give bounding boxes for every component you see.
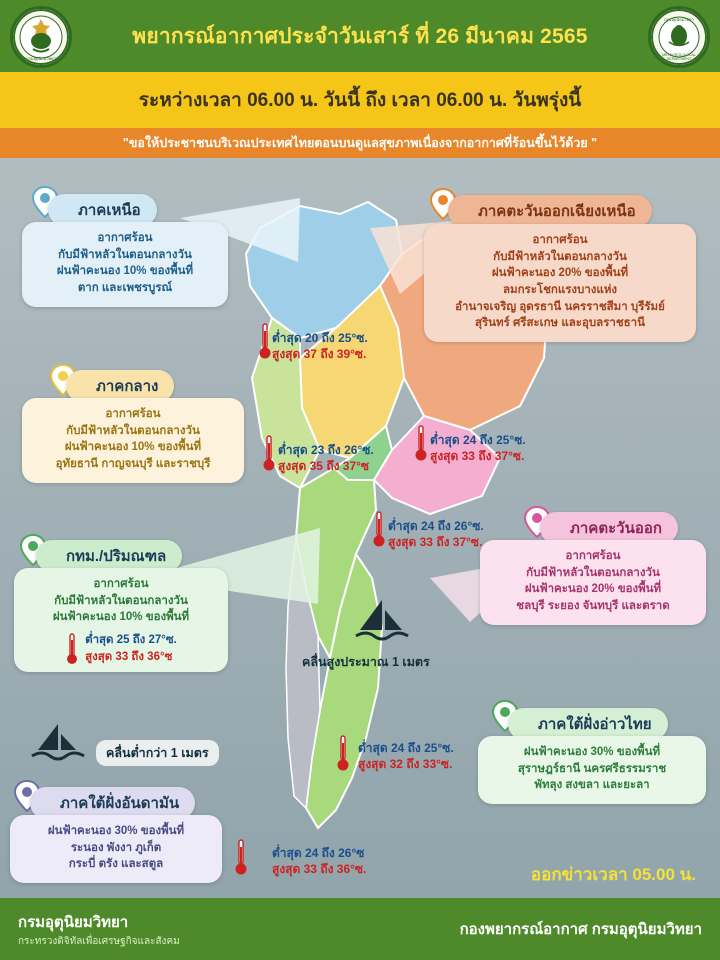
bkk-temp-max: สูงสุด 33 ถึง 36°ซ <box>85 651 173 664</box>
ne-line-3: ฝนฟ้าคะนอง 20% ของพื้นที่ <box>491 267 629 280</box>
region-card-central[interactable] <box>22 398 244 483</box>
andaman-wave-label: คลื่นต่ำกว่า 1 เมตร <box>96 740 219 766</box>
sailboat-icon-andaman <box>28 718 88 770</box>
temp-east-min: ต่ำสุด 24 ถึง 26°ซ. <box>388 519 484 533</box>
bkk-line-3: ฝนฟ้าคะนอง 10% ของพื้นที่ <box>52 611 190 624</box>
temp-southand-max: สูงสุด 33 ถึง 36°ซ. <box>272 862 367 877</box>
temp-north-max: สูงสุด 37 ถึง 39°ซ. <box>272 347 367 362</box>
ne-line-4: ลมกระโชกแรงบางแห่ง <box>502 284 618 297</box>
ne-line-5: อำนาจเจริญ อุดรธานี นครราชสีมา บุรีรัมย์ <box>455 300 665 313</box>
thermometer-icon-south-gulf <box>336 734 350 774</box>
ne-line-6: สุรินทร์ ศรีสะเกษ และอุบลราชธานี <box>474 317 646 330</box>
gulf-wave-label: คลื่นสูงประมาณ 1 เมตร <box>302 655 430 669</box>
page-title: พยากรณ์อากาศประจำวันเสาร์ ที่ 26 มีนาคม 2565 <box>132 24 588 48</box>
southand-line-2: ระนอง พังงา ภูเก็ต <box>70 841 162 854</box>
temp-north-min: ต่ำสุด 20 ถึง 25°ซ. <box>272 331 368 345</box>
temp-central-max: สูงสุด 35 ถึง 37°ซ <box>278 459 370 474</box>
ne-line-2: กับมีฟ้าหลัวในตอนกลางวัน <box>493 250 627 263</box>
bkk-temp-min: ต่ำสุด 25 ถึง 27°ซ. <box>85 634 177 647</box>
region-title-south-gulf[interactable]: ภาคใต้ฝั่งอ่าวไทย <box>508 708 668 740</box>
southand-line-1: ฝนฟ้าคะนอง 30% ของพื้นที่ <box>47 825 185 837</box>
svg-text:METEOROLOGICAL: METEOROLOGICAL <box>662 53 696 57</box>
thermometer-icon-south-andaman <box>234 838 248 878</box>
tmd-seal-icon <box>13 9 69 65</box>
footer-department: กรมอุตุนิยมวิทยา <box>18 913 129 931</box>
header-bar <box>0 0 720 72</box>
map-region-east <box>374 416 500 514</box>
north-line-3: ฝนฟ้าคะนอง 10% ของพื้นที่ <box>56 265 194 278</box>
east-line-1: อากาศร้อน <box>565 550 621 562</box>
region-card-south-andaman[interactable] <box>10 815 222 883</box>
temp-ne-min: ต่ำสุด 24 ถึง 25°ซ. <box>430 433 526 447</box>
region-title-northeast[interactable]: ภาคตะวันออกเฉียงเหนือ <box>448 195 652 227</box>
central-line-3: ฝนฟ้าคะนอง 10% ของพื้นที่ <box>64 441 202 454</box>
header-time-band <box>0 72 720 128</box>
forecast-period: ระหว่างเวลา 06.00 น. วันนี้ ถึง เวลา 06.00 น. วันพรุ่งนี้ <box>138 90 582 111</box>
temp-central-min: ต่ำสุด 23 ถึง 26°ซ. <box>278 443 374 457</box>
temp-southand-min: ต่ำสุด 24 ถึง 26°ซ <box>272 846 365 860</box>
footer-bar <box>0 898 720 960</box>
advisory-text: "ขอให้ประชาชนบริเวณประเทศไทยตอนบนดูแลสุขภาพเนื่องจากอากาศที่ร้อนขึ้นไว้ด้วย " <box>122 136 598 150</box>
region-card-north[interactable] <box>22 222 228 307</box>
southgulf-line-2: สุราษฎร์ธานี นครศรีธรรมราช <box>517 762 667 775</box>
southand-line-3: กระบี่ ตรัง และสตูล <box>68 858 164 871</box>
temp-group-south-andaman <box>272 845 366 877</box>
temp-group-north <box>272 330 368 362</box>
release-time: ออกข่าวเวลา 05.00 น. <box>530 865 696 884</box>
temp-southgulf-max: สูงสุด 32 ถึง 33°ซ. <box>358 757 453 772</box>
bkk-line-2: กับมีฟ้าหลัวในตอนกลางวัน <box>54 594 188 607</box>
region-title-north[interactable]: ภาคเหนือ <box>48 194 157 226</box>
svg-text:กรมอุตุนิยมวิทยา: กรมอุตุนิยมวิทยา <box>26 56 56 61</box>
central-line-2: กับมีฟ้าหลัวในตอนกลางวัน <box>66 424 200 437</box>
region-card-northeast[interactable] <box>424 224 696 342</box>
tmd-seal-logo <box>10 6 72 68</box>
tmd-department-logo <box>648 6 710 68</box>
central-line-1: อากาศร้อน <box>105 408 161 420</box>
ne-line-1: อากาศร้อน <box>532 234 588 246</box>
temp-group-south-gulf <box>358 740 454 772</box>
region-title-bkk[interactable]: กทม./ปริมณฑล <box>36 540 182 572</box>
temp-group-east <box>388 518 484 550</box>
thermometer-icon-east <box>372 510 386 550</box>
region-card-south-gulf[interactable] <box>478 736 706 804</box>
east-line-4: ชลบุรี ระยอง จันทบุรี และตราด <box>516 600 670 613</box>
region-title-central[interactable]: ภาคกลาง <box>66 370 174 402</box>
central-line-4: อุทัยธานี กาญจนบุรี และราชบุรี <box>55 458 211 471</box>
east-line-3: ฝนฟ้าคะนอง 20% ของพื้นที่ <box>524 583 662 596</box>
southgulf-line-1: ฝนฟ้าคะนอง 30% ของพื้นที่ <box>523 746 661 758</box>
svg-text:DEPARTMENT: DEPARTMENT <box>666 57 692 61</box>
footer-division: กองพยากรณ์อากาศ กรมอุตุนิยมวิทยา <box>459 921 702 938</box>
region-card-bkk[interactable] <box>14 568 228 672</box>
southgulf-line-3: พัทลุง สงขลา และยะลา <box>534 779 650 792</box>
sailboat-icon-gulf <box>352 596 412 648</box>
thermometer-icon <box>65 632 79 666</box>
north-line-1: อากาศร้อน <box>97 232 153 244</box>
thermometer-icon-central <box>262 434 276 474</box>
tmd-department-icon <box>651 9 707 65</box>
temp-east-max: สูงสุด 33 ถึง 37°ซ. <box>388 535 483 550</box>
temp-group-central <box>278 442 374 474</box>
thermometer-icon-north <box>258 322 272 362</box>
svg-text:กรมอุตุนิยมวิทยา: กรมอุตุนิยมวิทยา <box>664 17 694 22</box>
north-line-2: กับมีฟ้าหลัวในตอนกลางวัน <box>58 248 192 261</box>
footer-left <box>18 910 180 949</box>
east-line-2: กับมีฟ้าหลัวในตอนกลางวัน <box>526 566 660 579</box>
footer-ministry: กระทรวงดิจิทัลเพื่อเศรษฐกิจและสังคม <box>18 935 180 947</box>
header-advisory-band <box>0 128 720 158</box>
thermometer-icon-northeast <box>414 424 428 464</box>
north-line-4: ตาก และเพชรบูรณ์ <box>77 282 173 295</box>
temp-southgulf-min: ต่ำสุด 24 ถึง 25°ซ. <box>358 741 454 755</box>
temp-ne-max: สูงสุด 33 ถึง 37°ซ. <box>430 449 525 464</box>
region-card-east[interactable] <box>480 540 706 625</box>
region-title-east[interactable]: ภาคตะวันออก <box>540 512 678 544</box>
region-title-south-andaman[interactable]: ภาคใต้ฝั่งอันดามัน <box>30 787 195 819</box>
temp-group-northeast <box>430 432 526 464</box>
bkk-line-1: อากาศร้อน <box>93 578 149 590</box>
